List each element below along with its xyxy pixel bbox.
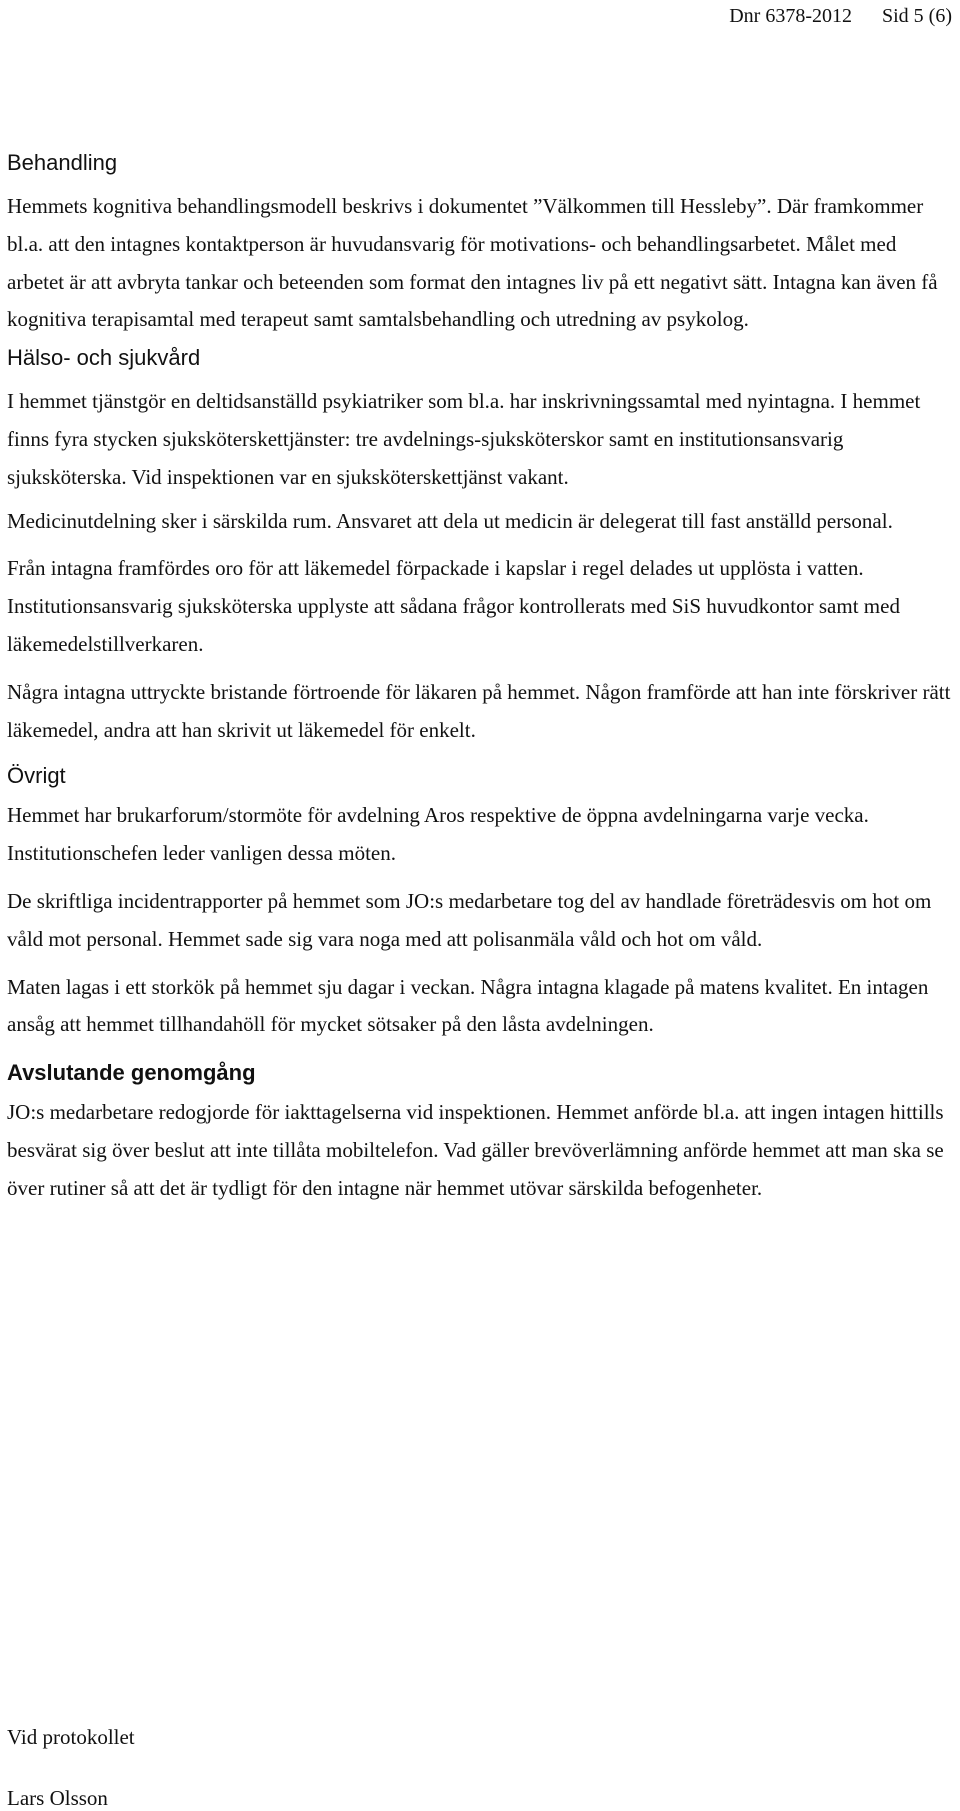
ovrigt-paragraph-2: De skriftliga incidentrapporter på hemmet som JO:s medarbetare tog del av handlade företrädesvis om hot om våld mot personal. Hemmet sade sig vara noga med att polisanmäla våld och hot om våld. xyxy=(7,888,932,951)
heading-ovrigt: Övrigt xyxy=(7,763,66,789)
signature-label: Vid protokollet xyxy=(7,1725,135,1749)
halso-paragraph-2: Medicinutdelning sker i särskilda rum. Ansvaret att dela ut medicin är delegerat till fast anställd personal. xyxy=(7,508,893,533)
page-number: Sid 5 (6) xyxy=(882,5,952,27)
halso-paragraph-1: I hemmet tjänstgör en deltidsanställd psykiatriker som bl.a. har inskrivningssamtal med nyintagna. I hemmet finns fyra stycken sjuksköterskettjänster: tre avdelnings-sjuksköterskor samt en institutionsansvarig sjuksköterska. Vid inspektionen var en sjuksköterskettjänst vakant. xyxy=(7,389,921,489)
ovrigt-paragraph-1: Hemmet har brukarforum/stormöte för avdelning Aros respektive de öppna avdelningarna varje vecka. Institutionschefen leder vanligen dessa möten. xyxy=(7,803,869,866)
page-header xyxy=(729,6,952,26)
heading-halso-och-sjukvard: Hälso- och sjukvård xyxy=(7,345,201,371)
halso-paragraph-3: Från intagna framfördes oro för att läkemedel förpackade i kapslar i regel delades ut upplösta i vatten. Institutionsansvarig sjuksköterska upplyste att sådana frågor kontrollerats med SiS huvudkontor samt med läkemedelstillverkaren. xyxy=(7,556,900,656)
document-body xyxy=(7,150,952,1208)
avslutande-paragraph-1: JO:s medarbetare redogjorde för iakttagelserna vid inspektionen. Hemmet anförde bl.a. att ingen intagen hittills besvärat sig över beslut att inte tillåta mobiltelefon. Vad gäller brevöverlämning anförde hemmet att man ska se över rutiner så att det är tydligt för den intagne när hemmet utövar särskilda befogenheter. xyxy=(7,1100,944,1200)
ovrigt-paragraph-3: Maten lagas i ett storkök på hemmet sju dagar i veckan. Några intagna klagade på matens kvalitet. En intagen ansåg att hemmet tillhandahöll för mycket sötsaker på den låsta avdelningen. xyxy=(7,974,929,1037)
heading-behandling: Behandling xyxy=(7,150,118,175)
behandling-paragraph-1: Hemmets kognitiva behandlingsmodell beskrivs i dokumentet ”Välkommen till Hessleby”. Där framkommer bl.a. att den intagnes kontaktperson är huvudansvarig för motivations- och behandlingsarbetet. Målet med arbetet är att avbryta tankar och beteenden som format den intagnes liv på ett negativt sätt. Intagna kan även få kognitiva terapisamtal med terapeut samt samtalsbehandling och utredning av psykolog. xyxy=(7,194,938,332)
halso-paragraph-4: Några intagna uttryckte bristande förtroende för läkaren på hemmet. Någon framförde att han inte förskriver rätt läkemedel, andra att han skrivit ut läkemedel för enkelt. xyxy=(7,679,951,742)
signature-name: Lars Olsson xyxy=(7,1786,108,1810)
heading-avslutande-genomgang: Avslutande genomgång xyxy=(7,1060,256,1086)
document-number: Dnr 6378-2012 xyxy=(729,5,852,27)
